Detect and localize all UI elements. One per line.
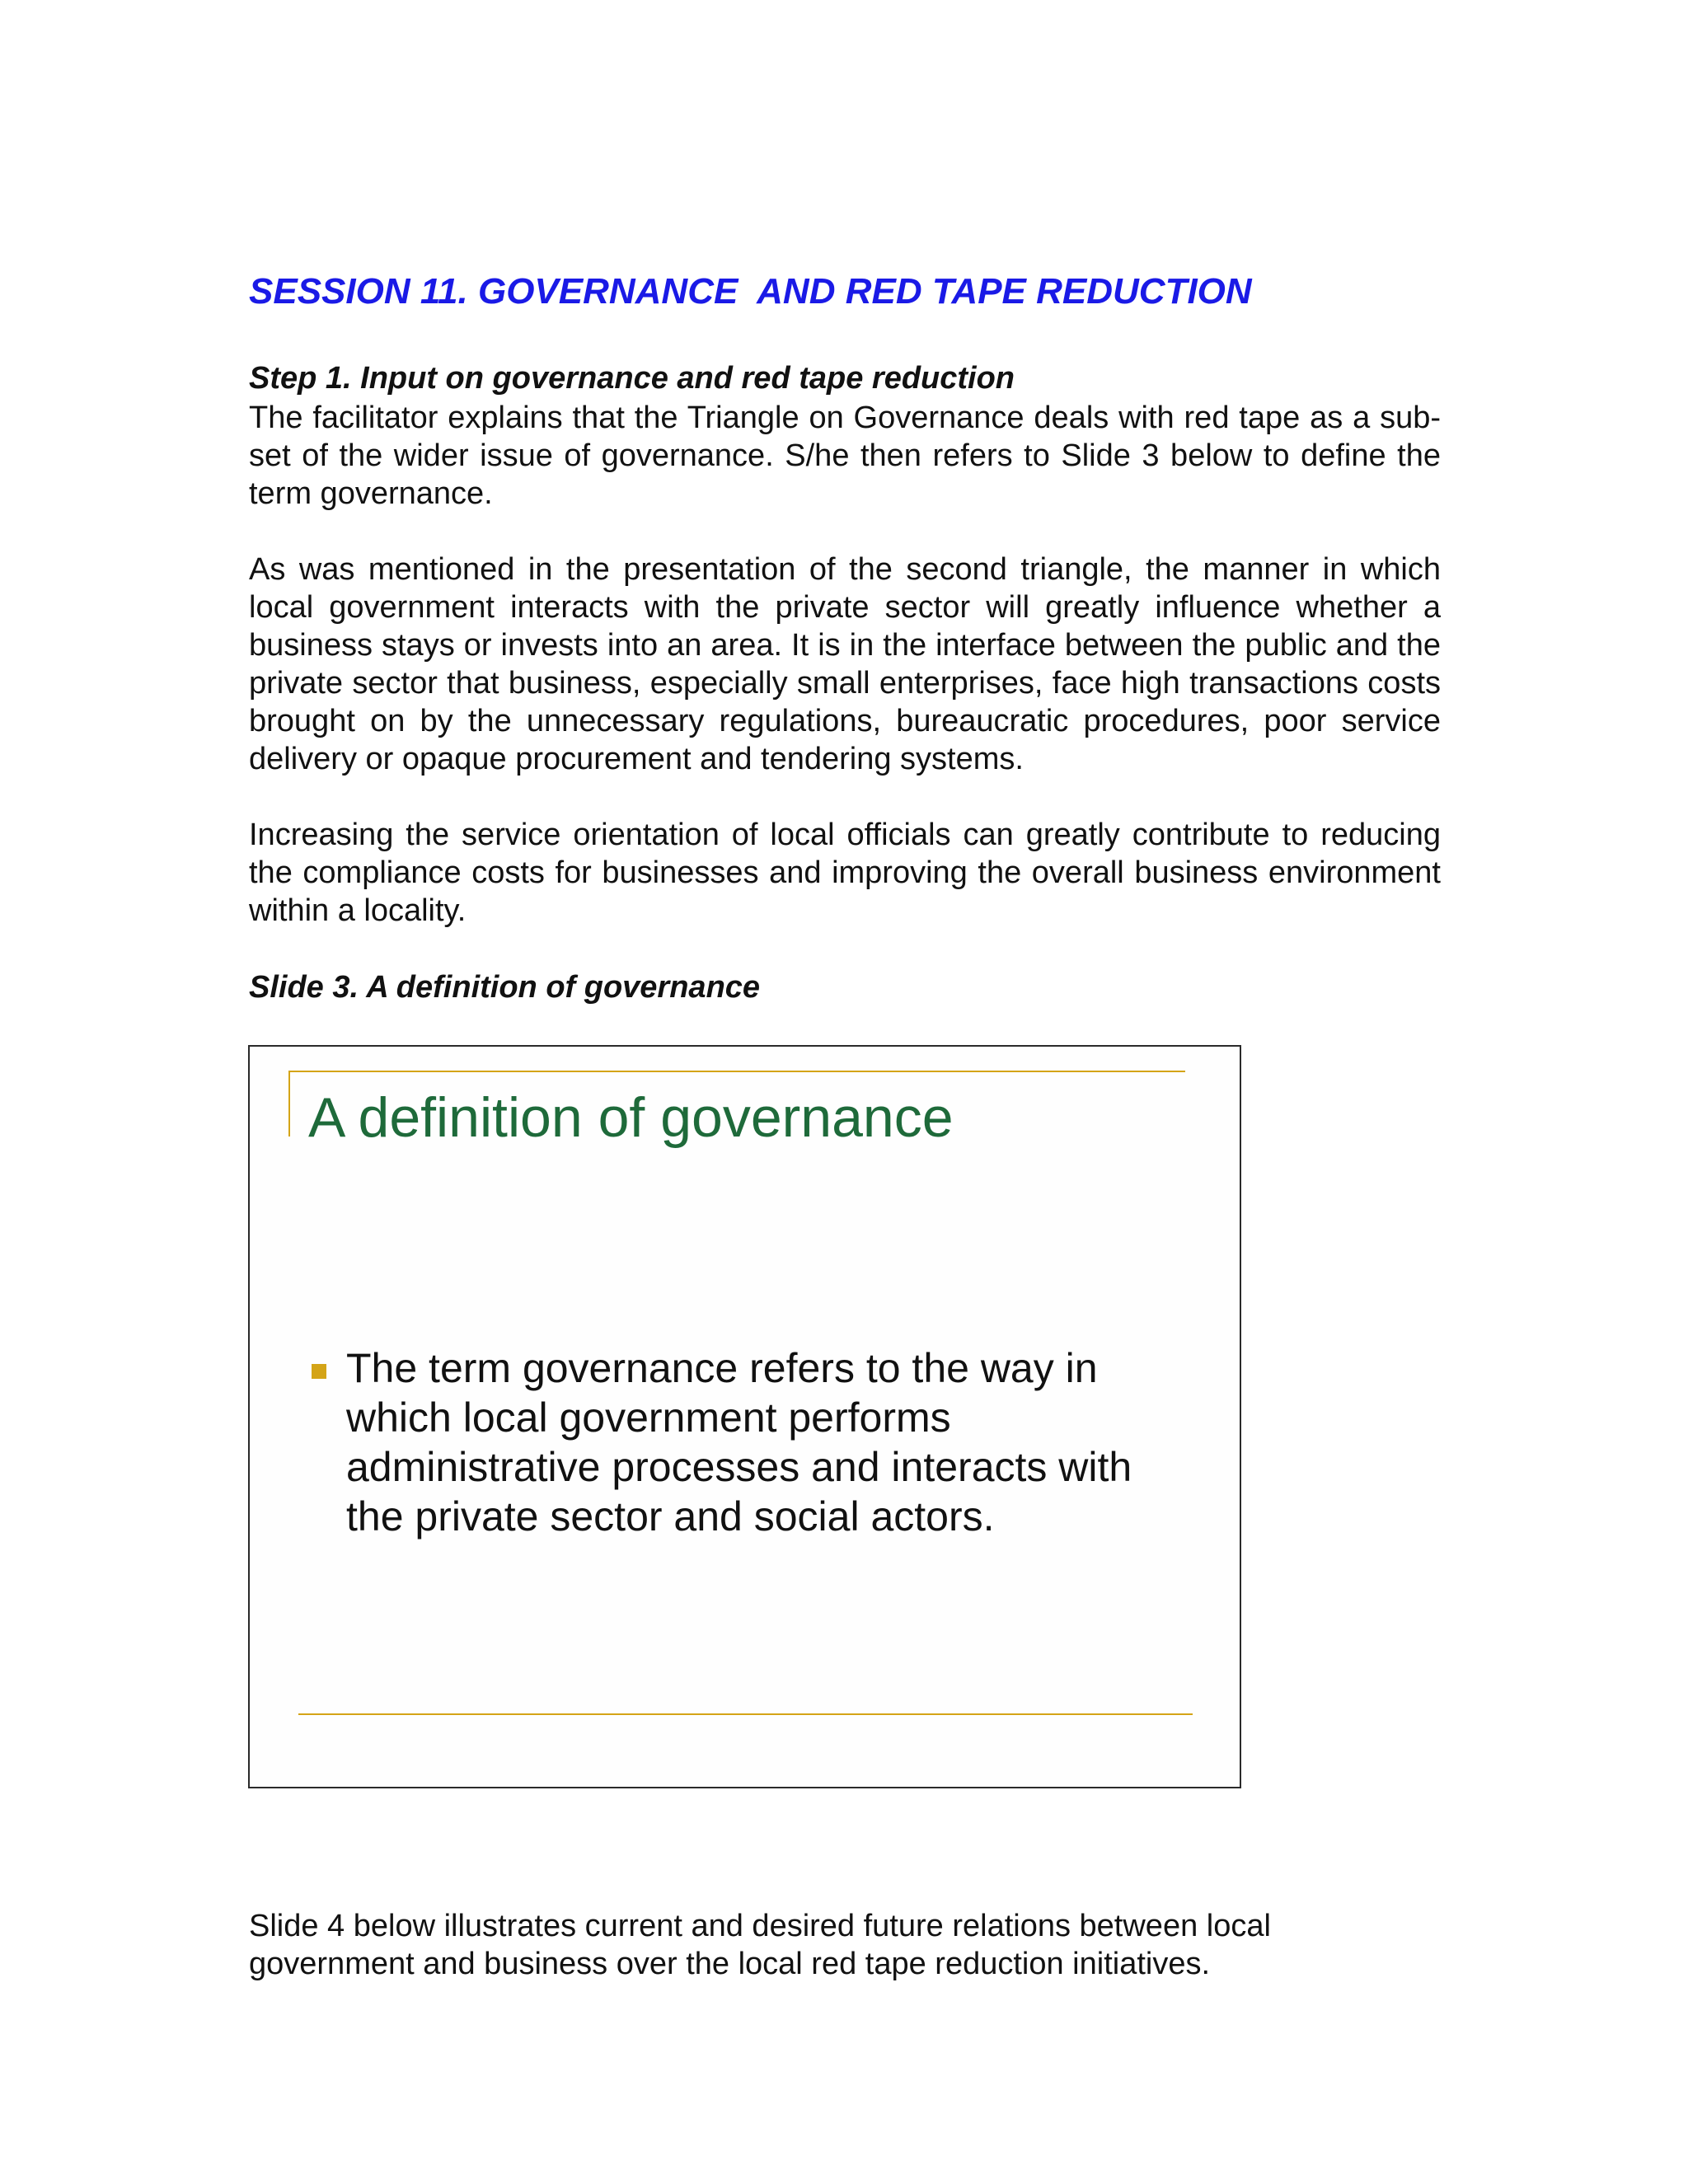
paragraph-slide-4: Slide 4 below illustrates current and desired future relations between local government and business over the local red tape reduction initiatives.	[249, 1909, 1271, 1981]
slide-left-rule	[288, 1071, 290, 1137]
paragraph-intro: The facilitator explains that the Triangle on Governance deals with red tape as a sub-set of the wider issue of governance. S/he then refers to Slide 3 below to define the term governance.	[249, 401, 1441, 511]
bullet-square-icon	[312, 1364, 326, 1379]
slide-bullet-text: The term governance refers to the way in which local government performs administrative processes and interacts with the private sector and social actors.	[346, 1345, 1132, 1540]
session-title: SESSION 11. GOVERNANCE AND RED TAPE REDUCTION	[249, 271, 1252, 312]
paragraph-interface: As was mentioned in the presentation of the second triangle, the manner in which local government interacts with the private sector will greatly influence whether a business stays or invests into an area. It is in the interface between the public and the private sector that business, especially small enterprises, face high transactions costs brought on by the unnecessary regulations, bureaucratic procedures, poor service delivery or opaque procurement and tendering systems.	[249, 552, 1441, 776]
step-heading: Step 1. Input on governance and red tape reduction	[249, 361, 1015, 396]
paragraph-service-orientation: Increasing the service orientation of local officials can greatly contribute to reducing the compliance costs for businesses and improving the overall business environment within a locality.	[249, 818, 1441, 928]
slide-title: A definition of governance	[308, 1086, 954, 1149]
slide-top-rule	[288, 1071, 1185, 1072]
slide-bottom-rule	[298, 1713, 1193, 1715]
slide-caption: Slide 3. A definition of governance	[249, 970, 761, 1005]
